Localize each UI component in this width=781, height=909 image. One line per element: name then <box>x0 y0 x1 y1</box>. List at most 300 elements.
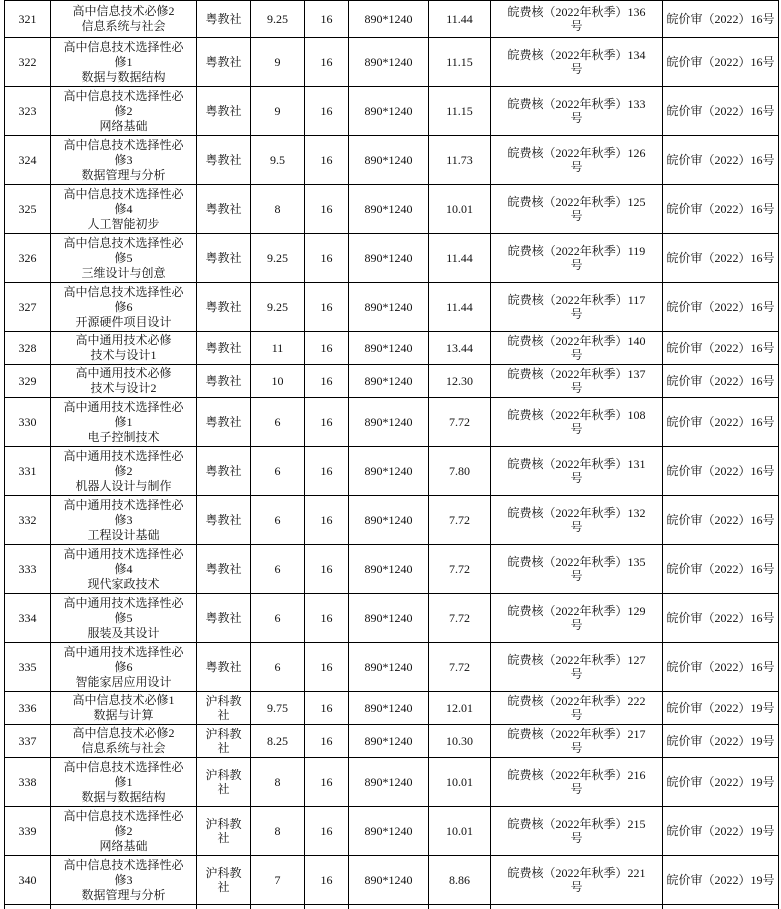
cell-line: 皖费核（2022年秋季）126 <box>507 146 646 160</box>
row-number-cell: 336 <box>5 692 51 725</box>
row-number-cell: 322 <box>5 38 51 87</box>
approval-number-cell: 皖价审（2022）19号 <box>663 856 779 905</box>
table-row <box>5 365 779 398</box>
cell-line: 数据与计算 <box>93 708 154 722</box>
paper-format-cell: 890*1240 <box>349 38 429 87</box>
format-size-cell: 16 <box>305 185 349 234</box>
cell-line: 号 <box>570 111 583 125</box>
cell-line: 皖费核（2022年秋季）222 <box>507 694 646 708</box>
cell-line: 高中通用技术必修 <box>75 333 172 347</box>
cell-line: 沪科教 <box>205 817 242 831</box>
publisher-cell <box>197 136 251 185</box>
empty-cell <box>305 905 349 909</box>
textbook-name-cell <box>51 365 197 398</box>
cell-line: 粤教社 <box>205 55 242 69</box>
cell-line: 皖费核（2022年秋季）221 <box>507 866 646 880</box>
empty-cell <box>197 905 251 909</box>
price-cell: 6 <box>251 643 305 692</box>
cell-line: 皖费核（2022年秋季）129 <box>507 604 646 618</box>
cell-line: 号 <box>570 569 583 583</box>
fee-reference-cell <box>491 283 663 332</box>
price-cell: 6 <box>251 545 305 594</box>
cell-line: 皖费核（2022年秋季）216 <box>507 768 646 782</box>
format-size-cell: 16 <box>305 398 349 447</box>
total-price-cell: 7.72 <box>429 643 491 692</box>
table-row <box>5 496 779 545</box>
row-number-cell: 340 <box>5 856 51 905</box>
cell-line: 技术与设计2 <box>90 381 157 395</box>
row-number-cell: 333 <box>5 545 51 594</box>
cell-line: 高中通用技术选择性必 <box>63 448 184 463</box>
textbook-name-cell <box>51 136 197 185</box>
paper-format-cell: 890*1240 <box>349 332 429 365</box>
cell-line: 修2 <box>114 463 133 478</box>
cell-line: 数据管理与分析 <box>81 167 166 182</box>
format-size-cell: 16 <box>305 692 349 725</box>
table-row <box>5 185 779 234</box>
cell-line: 高中通用技术选择性必 <box>63 497 184 512</box>
cell-line: 高中信息技术选择性必 <box>63 88 184 103</box>
cell-line: 号 <box>570 62 583 76</box>
cell-line: 高中通用技术选择性必 <box>63 546 184 561</box>
publisher-cell <box>197 332 251 365</box>
approval-number-cell: 皖价审（2022）16号 <box>663 136 779 185</box>
cell-line: 修2 <box>114 823 133 838</box>
cell-line: 高中信息技术必修1 <box>72 693 175 707</box>
approval-number-cell: 皖价审（2022）16号 <box>663 283 779 332</box>
total-price-cell: 7.80 <box>429 447 491 496</box>
textbook-name-cell <box>51 38 197 87</box>
table-row <box>5 283 779 332</box>
textbook-name-cell <box>51 643 197 692</box>
paper-format-cell: 890*1240 <box>349 1 429 38</box>
paper-format-cell: 890*1240 <box>349 643 429 692</box>
cell-line: 高中信息技术必修2 <box>72 4 175 18</box>
approval-number-cell: 皖价审（2022）19号 <box>663 758 779 807</box>
row-number-cell: 337 <box>5 725 51 758</box>
cell-line: 粤教社 <box>205 341 242 355</box>
table-row <box>5 725 779 758</box>
cell-line: 电子控制技术 <box>87 429 160 444</box>
publisher-cell <box>197 643 251 692</box>
paper-format-cell: 890*1240 <box>349 283 429 332</box>
publisher-cell <box>197 185 251 234</box>
cell-line: 号 <box>570 708 583 722</box>
cell-line: 信息系统与社会 <box>81 19 166 33</box>
total-price-cell: 8.86 <box>429 856 491 905</box>
total-price-cell: 13.44 <box>429 332 491 365</box>
cell-line: 高中信息技术选择性必 <box>63 137 184 152</box>
total-price-cell: 10.01 <box>429 185 491 234</box>
textbook-name-cell <box>51 1 197 38</box>
table-row <box>5 447 779 496</box>
publisher-cell <box>197 38 251 87</box>
cell-line: 粤教社 <box>205 153 242 167</box>
total-price-cell: 7.72 <box>429 594 491 643</box>
textbook-name-cell <box>51 692 197 725</box>
total-price-cell: 11.15 <box>429 38 491 87</box>
cell-line: 信息系统与社会 <box>81 741 166 755</box>
cell-line: 修6 <box>114 659 133 674</box>
cell-line: 高中信息技术选择性必 <box>63 235 184 250</box>
cell-line: 修6 <box>114 299 133 314</box>
row-number-cell: 334 <box>5 594 51 643</box>
cell-line: 修1 <box>114 774 133 789</box>
price-cell: 9.25 <box>251 234 305 283</box>
cell-line: 服装及其设计 <box>87 625 160 640</box>
paper-format-cell: 890*1240 <box>349 856 429 905</box>
paper-format-cell: 890*1240 <box>349 692 429 725</box>
table-row <box>5 332 779 365</box>
format-size-cell: 16 <box>305 643 349 692</box>
cell-line: 皖费核（2022年秋季）215 <box>507 817 646 831</box>
cell-line: 皖费核（2022年秋季）217 <box>507 727 646 741</box>
empty-cell <box>663 905 779 909</box>
format-size-cell: 16 <box>305 38 349 87</box>
row-number-cell: 326 <box>5 234 51 283</box>
total-price-cell: 12.30 <box>429 365 491 398</box>
cell-line: 修5 <box>114 610 133 625</box>
paper-format-cell: 890*1240 <box>349 136 429 185</box>
publisher-cell <box>197 283 251 332</box>
cell-line: 修5 <box>114 250 133 265</box>
cell-line: 号 <box>570 307 583 321</box>
total-price-cell: 11.44 <box>429 283 491 332</box>
publisher-cell <box>197 234 251 283</box>
textbook-name-cell <box>51 807 197 856</box>
approval-number-cell: 皖价审（2022）16号 <box>663 234 779 283</box>
format-size-cell: 16 <box>305 496 349 545</box>
textbook-name-cell <box>51 545 197 594</box>
publisher-cell <box>197 1 251 38</box>
fee-reference-cell <box>491 185 663 234</box>
cell-line: 修4 <box>114 561 133 576</box>
cell-line: 皖费核（2022年秋季）131 <box>507 457 646 471</box>
cell-line: 皖费核（2022年秋季）132 <box>507 506 646 520</box>
textbook-name-cell <box>51 594 197 643</box>
table-row <box>5 87 779 136</box>
table-row <box>5 807 779 856</box>
cell-line: 号 <box>570 741 583 755</box>
cell-line: 高中信息技术选择性必 <box>63 186 184 201</box>
empty-cell <box>5 905 51 909</box>
cell-line: 皖费核（2022年秋季）135 <box>507 555 646 569</box>
fee-reference-cell <box>491 447 663 496</box>
price-cell: 8 <box>251 185 305 234</box>
publisher-cell <box>197 725 251 758</box>
table-row <box>5 136 779 185</box>
format-size-cell: 16 <box>305 136 349 185</box>
table-row <box>5 856 779 905</box>
price-cell: 6 <box>251 447 305 496</box>
format-size-cell: 16 <box>305 758 349 807</box>
publisher-cell <box>197 398 251 447</box>
format-size-cell: 16 <box>305 283 349 332</box>
cell-line: 号 <box>570 831 583 845</box>
approval-number-cell: 皖价审（2022）16号 <box>663 185 779 234</box>
cell-line: 沪科教 <box>205 727 242 741</box>
paper-format-cell: 890*1240 <box>349 87 429 136</box>
cell-line: 现代家政技术 <box>87 576 160 591</box>
cell-line: 粤教社 <box>205 562 242 576</box>
cell-line: 粤教社 <box>205 611 242 625</box>
cell-line: 沪科教 <box>205 694 242 708</box>
row-number-cell: 325 <box>5 185 51 234</box>
cell-line: 号 <box>570 667 583 681</box>
row-number-cell: 324 <box>5 136 51 185</box>
cell-line: 高中信息技术选择性必 <box>63 759 184 774</box>
fee-reference-cell <box>491 496 663 545</box>
table-row <box>5 545 779 594</box>
cell-line: 修3 <box>114 512 133 527</box>
cell-line: 粤教社 <box>205 660 242 674</box>
row-number-cell: 321 <box>5 1 51 38</box>
row-number-cell: 331 <box>5 447 51 496</box>
cell-line: 号 <box>570 160 583 174</box>
approval-number-cell: 皖价审（2022）19号 <box>663 807 779 856</box>
cell-line: 修3 <box>114 872 133 887</box>
textbook-name-cell <box>51 332 197 365</box>
publisher-cell <box>197 692 251 725</box>
paper-format-cell: 890*1240 <box>349 365 429 398</box>
row-number-cell: 328 <box>5 332 51 365</box>
cell-line: 人工智能初步 <box>87 216 160 231</box>
price-cell: 9 <box>251 38 305 87</box>
row-number-cell: 339 <box>5 807 51 856</box>
cell-line: 号 <box>570 258 583 272</box>
fee-reference-cell <box>491 1 663 38</box>
price-cell: 9.5 <box>251 136 305 185</box>
paper-format-cell: 890*1240 <box>349 594 429 643</box>
total-price-cell: 12.01 <box>429 692 491 725</box>
price-cell: 6 <box>251 594 305 643</box>
cell-line: 修1 <box>114 54 133 69</box>
empty-cell <box>51 905 197 909</box>
format-size-cell: 16 <box>305 234 349 283</box>
total-price-cell: 11.44 <box>429 1 491 38</box>
cell-line: 粤教社 <box>205 251 242 265</box>
row-number-cell: 323 <box>5 87 51 136</box>
cell-line: 沪科教 <box>205 768 242 782</box>
total-price-cell: 10.01 <box>429 758 491 807</box>
publisher-cell <box>197 758 251 807</box>
format-size-cell: 16 <box>305 545 349 594</box>
paper-format-cell: 890*1240 <box>349 545 429 594</box>
fee-reference-cell <box>491 332 663 365</box>
paper-format-cell: 890*1240 <box>349 185 429 234</box>
table-row <box>5 643 779 692</box>
table-row <box>5 38 779 87</box>
price-cell: 8.25 <box>251 725 305 758</box>
textbook-price-table <box>4 0 779 909</box>
cell-line: 社 <box>217 782 230 796</box>
cell-line: 高中信息技术选择性必 <box>63 39 184 54</box>
empty-cell <box>349 905 429 909</box>
row-number-cell: 338 <box>5 758 51 807</box>
price-cell: 10 <box>251 365 305 398</box>
format-size-cell: 16 <box>305 807 349 856</box>
price-cell: 6 <box>251 398 305 447</box>
cell-line: 机器人设计与制作 <box>75 478 172 493</box>
paper-format-cell: 890*1240 <box>349 725 429 758</box>
cell-line: 粤教社 <box>205 374 242 388</box>
textbook-name-cell <box>51 185 197 234</box>
row-number-cell: 327 <box>5 283 51 332</box>
cell-line: 数据管理与分析 <box>81 887 166 902</box>
cell-line: 三维设计与创意 <box>81 265 166 280</box>
paper-format-cell: 890*1240 <box>349 496 429 545</box>
cell-line: 网络基础 <box>99 838 148 853</box>
cell-line: 皖费核（2022年秋季）140 <box>507 334 646 348</box>
cell-line: 数据与数据结构 <box>81 69 166 84</box>
textbook-name-cell <box>51 398 197 447</box>
cell-line: 号 <box>570 618 583 632</box>
total-price-cell: 7.72 <box>429 398 491 447</box>
empty-cell <box>251 905 305 909</box>
fee-reference-cell <box>491 643 663 692</box>
price-cell: 9.25 <box>251 1 305 38</box>
cell-line: 社 <box>217 831 230 845</box>
cell-line: 皖费核（2022年秋季）137 <box>507 367 646 381</box>
publisher-cell <box>197 856 251 905</box>
empty-cell <box>491 905 663 909</box>
fee-reference-cell <box>491 692 663 725</box>
empty-cell <box>429 905 491 909</box>
textbook-name-cell <box>51 758 197 807</box>
fee-reference-cell <box>491 87 663 136</box>
table-body <box>5 1 779 909</box>
publisher-cell <box>197 594 251 643</box>
approval-number-cell: 皖价审（2022）16号 <box>663 447 779 496</box>
approval-number-cell: 皖价审（2022）16号 <box>663 87 779 136</box>
cell-line: 修2 <box>114 103 133 118</box>
cell-line: 号 <box>570 19 583 33</box>
fee-reference-cell <box>491 856 663 905</box>
fee-reference-cell <box>491 545 663 594</box>
cell-line: 工程设计基础 <box>87 527 160 542</box>
cell-line: 开源硬件项目设计 <box>75 314 172 329</box>
cell-line: 粤教社 <box>205 464 242 478</box>
format-size-cell: 16 <box>305 447 349 496</box>
cell-line: 修1 <box>114 414 133 429</box>
textbook-name-cell <box>51 496 197 545</box>
cell-line: 粤教社 <box>205 415 242 429</box>
fee-reference-cell <box>491 594 663 643</box>
cell-line: 皖费核（2022年秋季）133 <box>507 97 646 111</box>
total-price-cell: 7.72 <box>429 496 491 545</box>
cell-line: 粤教社 <box>205 202 242 216</box>
format-size-cell: 16 <box>305 856 349 905</box>
format-size-cell: 16 <box>305 332 349 365</box>
textbook-name-cell <box>51 725 197 758</box>
fee-reference-cell <box>491 725 663 758</box>
format-size-cell: 16 <box>305 87 349 136</box>
publisher-cell <box>197 807 251 856</box>
price-cell: 8 <box>251 758 305 807</box>
paper-format-cell: 890*1240 <box>349 234 429 283</box>
fee-reference-cell <box>491 136 663 185</box>
publisher-cell <box>197 87 251 136</box>
table-row <box>5 594 779 643</box>
table-row <box>5 758 779 807</box>
approval-number-cell: 皖价审（2022）16号 <box>663 398 779 447</box>
textbook-name-cell <box>51 87 197 136</box>
paper-format-cell: 890*1240 <box>349 758 429 807</box>
cell-line: 社 <box>217 708 230 722</box>
cell-line: 号 <box>570 348 583 362</box>
table-row-cutoff <box>5 905 779 909</box>
cell-line: 粤教社 <box>205 300 242 314</box>
textbook-name-cell <box>51 283 197 332</box>
fee-reference-cell <box>491 807 663 856</box>
cell-line: 皖费核（2022年秋季）127 <box>507 653 646 667</box>
price-cell: 6 <box>251 496 305 545</box>
approval-number-cell: 皖价审（2022）16号 <box>663 365 779 398</box>
cell-line: 皖费核（2022年秋季）119 <box>507 244 646 258</box>
fee-reference-cell <box>491 38 663 87</box>
cell-line: 粤教社 <box>205 12 242 26</box>
cell-line: 智能家居应用设计 <box>75 674 172 689</box>
cell-line: 数据与数据结构 <box>81 789 166 804</box>
fee-reference-cell <box>491 365 663 398</box>
paper-format-cell: 890*1240 <box>349 447 429 496</box>
cell-line: 粤教社 <box>205 104 242 118</box>
total-price-cell: 11.73 <box>429 136 491 185</box>
cell-line: 高中信息技术选择性必 <box>63 284 184 299</box>
paper-format-cell: 890*1240 <box>349 807 429 856</box>
textbook-name-cell <box>51 234 197 283</box>
price-cell: 9.25 <box>251 283 305 332</box>
publisher-cell <box>197 545 251 594</box>
price-cell: 11 <box>251 332 305 365</box>
row-number-cell: 332 <box>5 496 51 545</box>
cell-line: 号 <box>570 381 583 395</box>
approval-number-cell: 皖价审（2022）16号 <box>663 332 779 365</box>
cell-line: 号 <box>570 880 583 894</box>
total-price-cell: 10.30 <box>429 725 491 758</box>
total-price-cell: 11.44 <box>429 234 491 283</box>
paper-format-cell: 890*1240 <box>349 398 429 447</box>
row-number-cell: 329 <box>5 365 51 398</box>
cell-line: 社 <box>217 880 230 894</box>
cell-line: 高中通用技术选择性必 <box>63 644 184 659</box>
table-row <box>5 398 779 447</box>
approval-number-cell: 皖价审（2022）16号 <box>663 38 779 87</box>
cell-line: 修3 <box>114 152 133 167</box>
approval-number-cell: 皖价审（2022）19号 <box>663 725 779 758</box>
total-price-cell: 10.01 <box>429 807 491 856</box>
table-row <box>5 692 779 725</box>
cell-line: 皖费核（2022年秋季）136 <box>507 5 646 19</box>
cell-line: 高中信息技术选择性必 <box>63 808 184 823</box>
row-number-cell: 330 <box>5 398 51 447</box>
cell-line: 号 <box>570 782 583 796</box>
cell-line: 皖费核（2022年秋季）134 <box>507 48 646 62</box>
approval-number-cell: 皖价审（2022）16号 <box>663 1 779 38</box>
publisher-cell <box>197 447 251 496</box>
price-cell: 9 <box>251 87 305 136</box>
cell-line: 皖费核（2022年秋季）117 <box>507 293 646 307</box>
publisher-cell <box>197 496 251 545</box>
cell-line: 高中信息技术选择性必 <box>63 857 184 872</box>
fee-reference-cell <box>491 234 663 283</box>
row-number-cell: 335 <box>5 643 51 692</box>
total-price-cell: 7.72 <box>429 545 491 594</box>
price-cell: 8 <box>251 807 305 856</box>
cell-line: 号 <box>570 520 583 534</box>
total-price-cell: 11.15 <box>429 87 491 136</box>
cell-line: 高中通用技术选择性必 <box>63 399 184 414</box>
